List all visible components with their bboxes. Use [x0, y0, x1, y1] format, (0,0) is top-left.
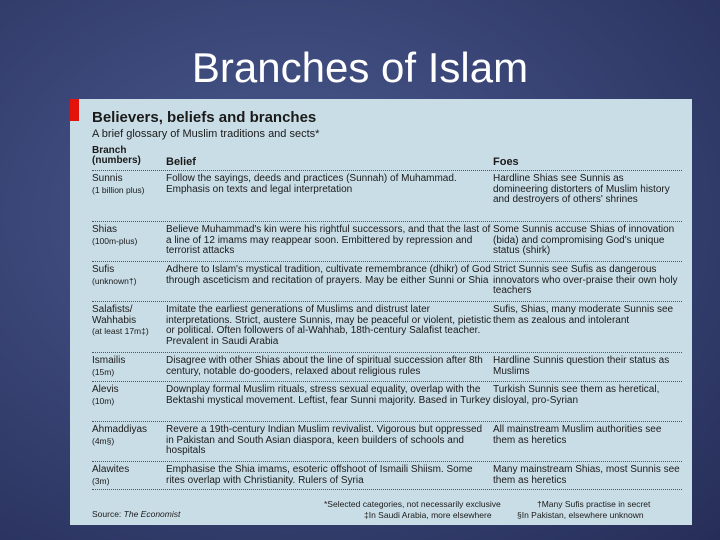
header-branch-numbers: (numbers) [92, 155, 141, 166]
branch-name: Sunnis [92, 173, 123, 184]
belief-cell: Imitate the earliest generations of Muslims and distrust later interpretations. Strict, austere Sunnis, may be peaceful or violent, pietistic or political. Often followers of al-Wahhab, 18th-century Salafist teacher. Prevalent in Saudi Arabia [166, 304, 492, 347]
table-row [92, 352, 682, 381]
foes-cell: Many mainstream Shias, most Sunnis see them as heretics [493, 464, 680, 486]
source-label: Source: [92, 509, 122, 519]
table-row [92, 461, 682, 490]
table-row [92, 170, 682, 221]
branch-name: Shias [92, 224, 118, 235]
header-branch [92, 146, 141, 166]
branch-numbers: (10m) [92, 395, 115, 406]
table-row [92, 421, 682, 461]
foes-cell: Turkish Sunnis see them as heretical, disloyal, pro-Syrian [493, 384, 660, 406]
branch-cell [92, 465, 162, 486]
branch-cell [92, 356, 162, 377]
branch-numbers: (4m§) [92, 435, 115, 446]
branch-numbers: (15m) [92, 366, 115, 377]
table-row [92, 301, 682, 352]
table-row [92, 381, 682, 421]
branch-name: Sufis [92, 264, 115, 275]
foes-cell: Hardline Shias see Sunnis as domineering distorters of Muslim history and destroyers of others' shrines [493, 173, 670, 206]
branch-cell [92, 265, 162, 286]
footnote: ‡In Saudi Arabia, more elsewhere [364, 510, 492, 520]
table-row [92, 261, 682, 301]
slide-title: Branches of Islam [191, 44, 529, 91]
branch-cell [92, 305, 162, 337]
branch-cell [92, 425, 162, 446]
branch-name: Ismailis [92, 355, 126, 366]
footnote: *Selected categories, not necessarily exclusive [324, 499, 501, 509]
foes-cell: All mainstream Muslim authorities see them as heretics [493, 424, 662, 446]
belief-cell: Emphasise the Shia imams, esoteric offshoot of Ismaili Shiism. Some rites overlap with Christianity. Rulers of Syria [166, 464, 473, 486]
footnote: §In Pakistan, elsewhere unknown [517, 510, 644, 520]
branch-cell [92, 174, 162, 195]
branch-name: Salafists/ Wahhabis [92, 304, 137, 326]
belief-cell: Adhere to Islam's mystical tradition, cultivate remembrance (dhikr) of God through asceticism and recitation of prayers. May be either Sunni or Shia [166, 264, 491, 286]
branch-numbers: (unknown†) [92, 275, 137, 286]
belief-cell: Believe Muhammad's kin were his rightful successors, and that the last of a line of 12 imams may reappear soon. Embittered by repression and terrorist attacks [166, 224, 491, 257]
branch-name: Alevis [92, 384, 119, 395]
foes-cell: Some Sunnis accuse Shias of innovation (bida) and compromising God's unique status (shirk) [493, 224, 675, 257]
belief-cell: Downplay formal Muslim rituals, stress sexual equality, overlap with the Bektashi mystical movement. Leftist, fear Sunni majority. Based in Turkey [166, 384, 491, 406]
foes-cell: Hardline Sunnis question their status as Muslims [493, 355, 670, 377]
branch-numbers: (3m) [92, 475, 110, 486]
belief-cell: Follow the sayings, deeds and practices (Sunnah) of Muhammad. Emphasis on texts and legal interpretation [166, 173, 457, 195]
glossary-rows [92, 170, 682, 490]
branch-name: Ahmaddiyas [92, 424, 148, 435]
branch-numbers: (at least 17m‡) [92, 326, 149, 337]
card-subtitle: A brief glossary of Muslim traditions and sects* [92, 128, 320, 140]
foes-cell: Strict Sunnis see Sufis as dangerous innovators who over-praise their own holy teachers [493, 264, 678, 297]
branch-numbers: (100m-plus) [92, 235, 138, 246]
header-belief: Belief [166, 156, 196, 168]
table-row [92, 221, 682, 261]
branch-name: Alawites [92, 464, 130, 475]
source-line [92, 509, 180, 519]
branch-cell [92, 225, 162, 246]
belief-cell: Revere a 19th-century Indian Muslim revivalist. Vigorous but oppressed in Pakistan and South Asian diaspora, keen builders of schools and hospitals [166, 424, 483, 457]
glossary-panel [70, 99, 692, 525]
source-name: The Economist [123, 509, 181, 519]
branch-cell [92, 385, 162, 406]
foes-cell: Sufis, Shias, many moderate Sunnis see them as zealous and intolerant [493, 304, 674, 326]
header-foes: Foes [493, 156, 519, 168]
branch-numbers: (1 billion plus) [92, 184, 145, 195]
card-title: Believers, beliefs and branches [92, 109, 317, 126]
footnote: †Many Sufis practise in secret [537, 499, 651, 509]
belief-cell: Disagree with other Shias about the line of spiritual succession after 8th century, notable do-gooders, relaxed about religious rules [166, 355, 483, 377]
header-branch-label: Branch [92, 145, 127, 156]
red-accent-tab [70, 99, 79, 121]
